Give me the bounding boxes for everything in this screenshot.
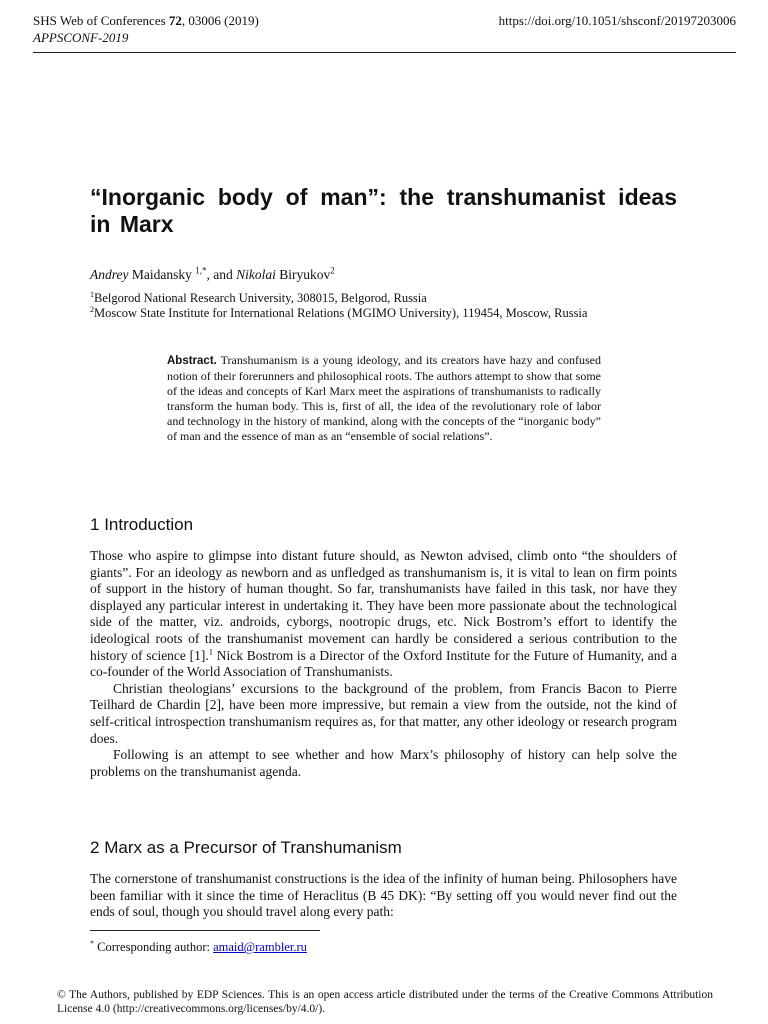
- section-2-title: Marx as a Precursor of Transhumanism: [104, 838, 402, 857]
- running-header-left: [33, 12, 259, 46]
- section-2-heading: [90, 838, 402, 858]
- section-1-heading: [90, 515, 193, 535]
- abstract-label: Abstract.: [167, 355, 217, 367]
- journal-volume: 72: [168, 13, 182, 28]
- footnote-marker: *: [90, 938, 94, 948]
- journal-line: [33, 13, 259, 28]
- section-2-number: 2: [90, 838, 100, 857]
- footnote: [90, 940, 307, 955]
- section-1-body: [90, 548, 677, 780]
- section-1-paragraph-3: Following is an attempt to see whether and how Marx’s philosophy of history can help solve the problems on the transhumanist agenda.: [90, 747, 677, 779]
- doi-link[interactable]: https://doi.org/10.1051/shsconf/20197203006: [498, 13, 736, 28]
- affiliation-2: [90, 306, 587, 321]
- affiliations: [90, 291, 587, 321]
- footnote-ref[interactable]: 1: [208, 646, 214, 657]
- paragraph-text: Nick Bostrom is a Director of the Oxford Institute for the Future of Humanity, and a co-founder of the World Association of Transhumanists.: [90, 647, 677, 680]
- author-separator: , and: [206, 267, 237, 282]
- copyright-notice: © The Authors, published by EDP Sciences. This is an open access article distributed under the terms of the Creative Commons Attribution License 4.0 (http://creativecommons.org/licenses/by/4.0/).: [57, 989, 713, 1015]
- author-1-family: Maidansky: [128, 267, 196, 282]
- author-2-given: Nikolai: [236, 267, 276, 282]
- author-list: [90, 266, 335, 284]
- email-link[interactable]: amaid@rambler.ru: [213, 940, 307, 954]
- abstract: [167, 353, 601, 444]
- abstract-text: Transhumanism is a young ideology, and its creators have hazy and confused notion of their forerunners and philosophical roots. The authors attempt to show that some of the ideas and concepts of Karl Marx meet the aspirations of transhumanists to radically transform the human body. This is, first of all, the idea of the revolutionary role of labor and technology in the history of mankind, along with the concepts of the “inorganic body” of man and the essence of man as an “ensemble of social relations”.: [167, 353, 602, 443]
- footnote-divider: [90, 930, 320, 931]
- section-2-body: [90, 871, 677, 921]
- article-info: , 03006 (2019): [181, 13, 259, 28]
- conference-name: APPSCONF-2019: [33, 30, 129, 45]
- affiliation-1: [90, 291, 587, 306]
- affiliation-2-sup: 2: [90, 304, 94, 314]
- section-1-paragraph-2: Christian theologians’ excursions to the background of the problem, from Francis Bacon to Pierre Teilhard de Chardin [2], have been more impressive, but remain a view from the outside, not the kind of self-critical introspection transhumanism requires as, for that matter, any other ideology or research program does.: [90, 680, 677, 746]
- author-1-sup: 1,*: [195, 265, 207, 276]
- section-1-title: Introduction: [104, 515, 194, 534]
- paper-title: “Inorganic body of man”: the transhumanist ideas in Marx: [90, 184, 677, 237]
- journal-name: SHS Web of Conferences: [33, 13, 169, 28]
- author-2-family: Biryukov: [275, 267, 331, 282]
- footnote-label: Corresponding author:: [94, 940, 214, 954]
- header-divider: [33, 52, 736, 53]
- section-1-paragraph-1: [90, 548, 677, 681]
- author-1-given: Andrey: [90, 267, 129, 282]
- section-1-number: 1: [90, 515, 100, 534]
- author-2-sup: 2: [330, 265, 335, 276]
- affiliation-1-text: Belgorod National Research University, 308015, Belgorod, Russia: [94, 291, 427, 305]
- section-2-paragraph-1: The cornerstone of transhumanist constructions is the idea of the infinity of human being. Philosophers have been familiar with it since the time of Heraclitus (B 45 DK): “By setting off you would never find out the ends of soul, though you should travel along every path:: [90, 871, 677, 920]
- affiliation-2-text: Moscow State Institute for International Relations (MGIMO University), 119454, Moscow, Russia: [94, 306, 588, 320]
- affiliation-1-sup: 1: [90, 289, 94, 299]
- paragraph-text: Those who aspire to glimpse into distant future should, as Newton advised, climb onto “the shoulders of giants”. For an ideology as newborn and as unfledged as transhumanism is, it is vital to lean on firm points of support in the history of human thought. So far, transhumanists have failed in this task, nor have they displayed any particular interest in undertaking it. They have been more passionate about the technological side of the matter, viz. androids, cyborgs, nootropic drugs, etc. Nick Bostrom’s effort to identify the ideological roots of the transhumanist movement can hardly be considered a serious contribution to the history of science [1].: [90, 548, 677, 663]
